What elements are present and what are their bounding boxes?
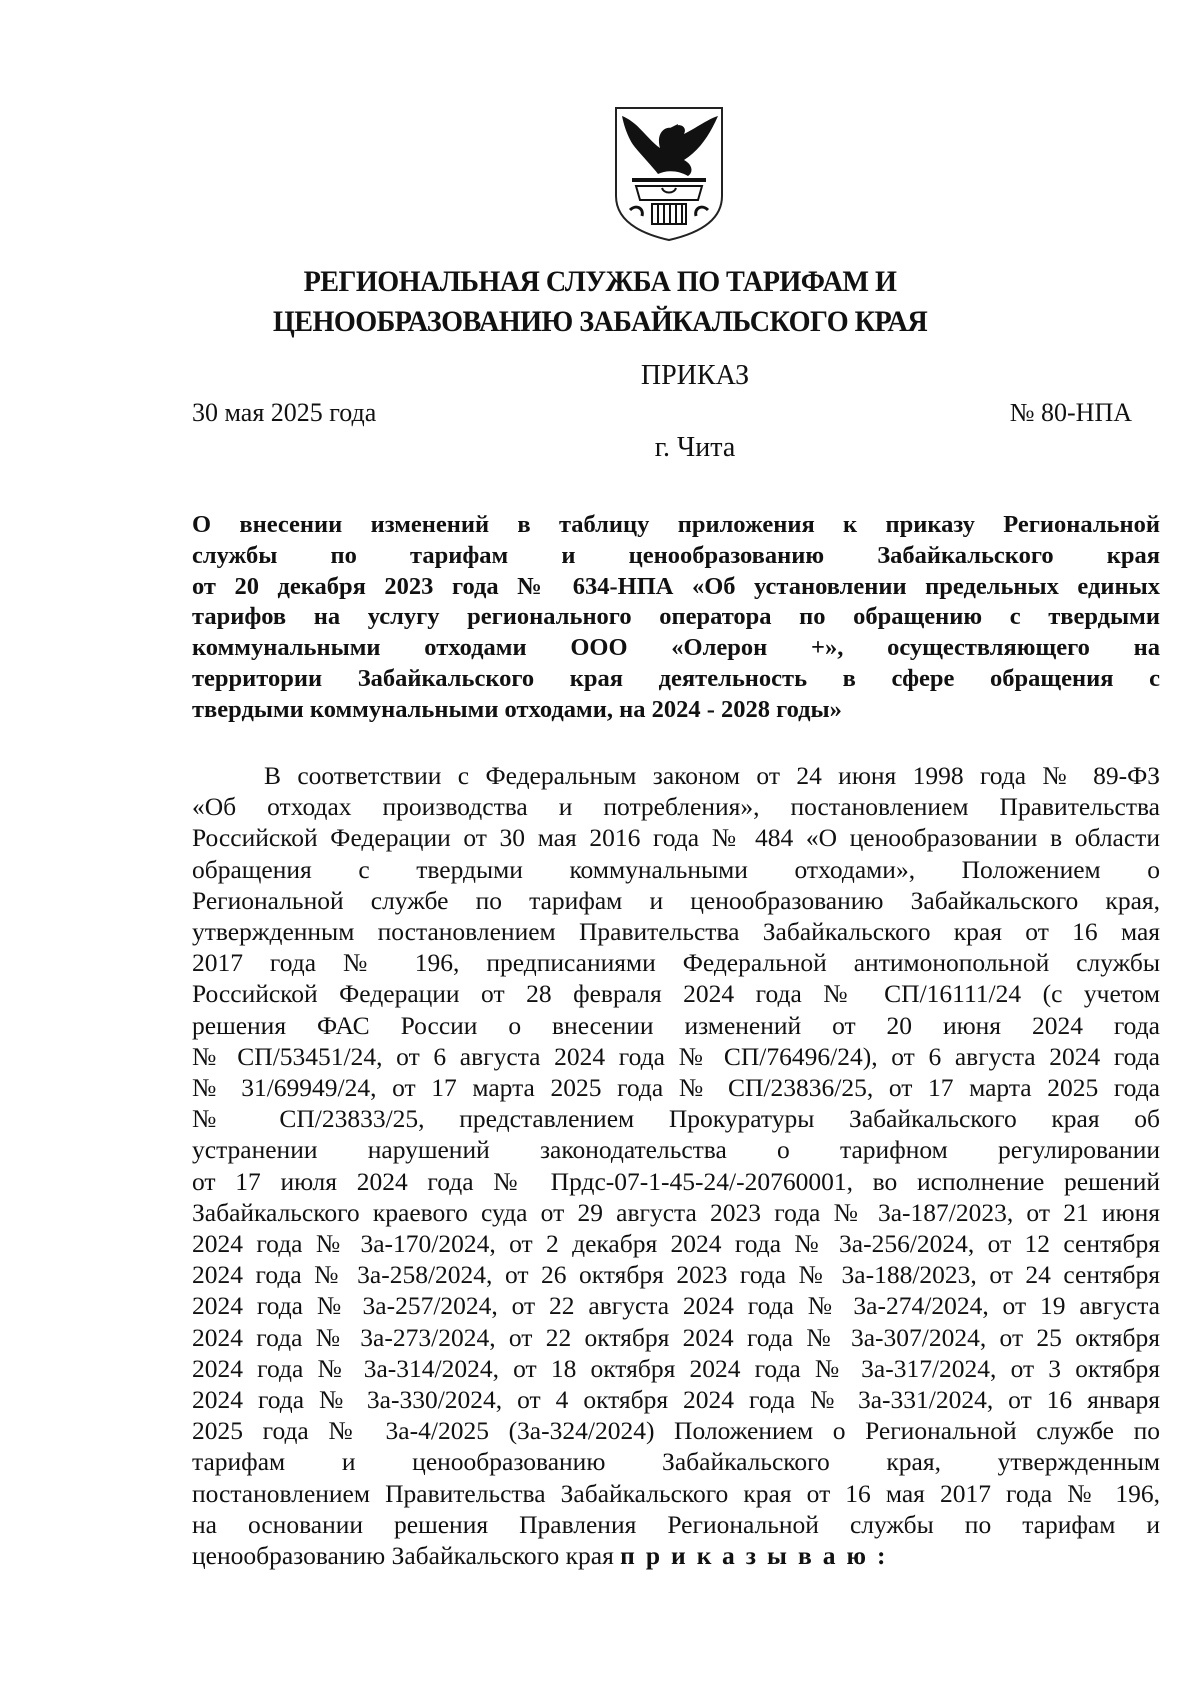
document-number: № 80-НПА bbox=[1009, 398, 1132, 427]
body-line: решения ФАС России о внесении изменений от 20 июня 2024 года bbox=[192, 1010, 1160, 1040]
body-line: Региональной службе по тарифам и ценообразованию Забайкальского края, bbox=[192, 885, 1160, 915]
document-type: ПРИКАЗ bbox=[640, 360, 750, 391]
agency-name-line: ЦЕНООБРАЗОВАНИЮ ЗАБАЙКАЛЬСКОГО КРАЯ bbox=[272, 305, 928, 338]
body-line: 2025 года № 3а-4/2025 (3а-324/2024) Положением о Региональной службе по bbox=[192, 1416, 1160, 1446]
body-line-text: ценообразованию Забайкальского края bbox=[192, 1541, 621, 1571]
body-line: Российской Федерации от 30 мая 2016 года № 484 «О ценообразовании в области bbox=[192, 823, 1160, 853]
body-line: Забайкальского краевого суда от 29 августа 2023 года № 3а-187/2023, от 21 июня bbox=[192, 1197, 1160, 1227]
body-line: 2024 года № 3а-258/2024, от 26 октября 2023 года № 3а-188/2023, от 24 сентября bbox=[192, 1260, 1160, 1290]
document-title bbox=[192, 510, 1160, 726]
body-line-final bbox=[192, 1540, 1160, 1571]
body-line: 2024 года № 3а-257/2024, от 22 августа 2024 года № 3а-274/2024, от 19 августа bbox=[192, 1291, 1160, 1321]
title-line: коммунальными отходами ООО «Олерон +», осуществляющего на bbox=[192, 634, 1160, 662]
body-line: Российской Федерации от 28 февраля 2024 года № СП/16111/24 (с учетом bbox=[192, 979, 1160, 1009]
body-line: 2017 года № 196, предписаниями Федеральной антимонопольной службы bbox=[192, 948, 1160, 978]
body-line: 2024 года № 3а-170/2024, от 2 декабря 2024 года № 3а-256/2024, от 12 сентября bbox=[192, 1229, 1160, 1259]
body-line: постановлением Правительства Забайкальского края от 16 мая 2017 года № 196, bbox=[192, 1478, 1160, 1508]
body-line: обращения с твердыми коммунальными отходами», Положением о bbox=[192, 854, 1160, 884]
title-line: территории Забайкальского края деятельность в сфере обращения с bbox=[192, 664, 1160, 692]
body-line: 2024 года № 3а-330/2024, от 4 октября 2024 года № 3а-331/2024, от 16 января bbox=[192, 1385, 1160, 1415]
title-line: твердыми коммунальными отходами, на 2024 - 2028 годы» bbox=[192, 695, 842, 723]
agency-name-line: РЕГИОНАЛЬНАЯ СЛУЖБА ПО ТАРИФАМ И bbox=[303, 265, 897, 298]
order-word: приказываю: bbox=[620, 1541, 897, 1571]
body-line: утвержденным постановлением Правительства Забайкальского края от 16 мая bbox=[192, 917, 1160, 947]
body-line: «Об отходах производства и потребления», постановлением Правительства bbox=[192, 792, 1160, 822]
body-line: В соответствии с Федеральным законом от 24 июня 1998 года № 89-ФЗ bbox=[264, 761, 1160, 790]
body-line: на основании решения Правления Региональной службы по тарифам и bbox=[192, 1509, 1160, 1539]
document-city: г. Чита bbox=[654, 432, 736, 463]
document-body bbox=[192, 760, 1160, 1571]
title-line: от 20 декабря 2023 года № 634-НПА «Об установлении предельных единых bbox=[192, 572, 1160, 600]
document-date: 30 мая 2025 года bbox=[192, 398, 377, 427]
body-line: № СП/23833/25, представлением Прокуратуры Забайкальского края об bbox=[192, 1104, 1160, 1134]
title-line: О внесении изменений в таблицу приложения к приказу Региональной bbox=[192, 511, 1160, 538]
title-line: тарифов на услугу регионального оператора по обращению с твердыми bbox=[192, 603, 1160, 631]
title-line: службы по тарифам и ценообразованию Забайкальского края bbox=[192, 541, 1160, 569]
body-line: устранении нарушений законодательства о тарифном регулировании bbox=[192, 1135, 1160, 1165]
body-line: от 17 июля 2024 года № Прдс-07-1-45-24/-20760001, во исполнение решений bbox=[192, 1166, 1160, 1196]
body-line: № 31/69949/24, от 17 марта 2025 года № СП/23836/25, от 17 марта 2025 года bbox=[192, 1073, 1160, 1103]
agency-name bbox=[177, 262, 1023, 342]
body-line: 2024 года № 3а-273/2024, от 22 октября 2024 года № 3а-307/2024, от 25 октября bbox=[192, 1322, 1160, 1352]
body-line: 2024 года № 3а-314/2024, от 18 октября 2024 года № 3а-317/2024, от 3 октября bbox=[192, 1353, 1160, 1383]
coat-of-arms-icon bbox=[612, 104, 726, 244]
body-line: № СП/53451/24, от 6 августа 2024 года № СП/76496/24), от 6 августа 2024 года bbox=[192, 1041, 1160, 1071]
body-line: тарифам и ценообразованию Забайкальского края, утвержденным bbox=[192, 1447, 1160, 1477]
